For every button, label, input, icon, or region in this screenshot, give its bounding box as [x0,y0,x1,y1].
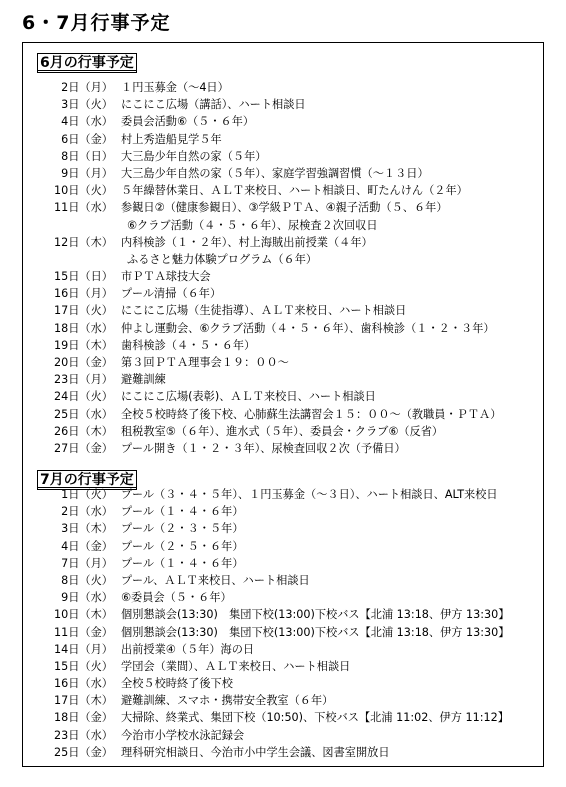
event-text: 学団会（業間）、ＡＬＴ来校日、ハート相談日 [121,659,351,673]
event-text: 租税教室⑤（６年）、進水式（５年）、委員会・クラブ⑥（反省） [121,424,444,438]
event-date: 17日（火） [54,304,113,318]
june-event-row [23,148,543,165]
july-event-row [23,641,543,658]
june-event-row [23,79,543,96]
event-text: 大三島少年自然の家（５年） [121,149,267,163]
june-event-row [23,234,543,251]
event-text: にこにこ広場（生徒指導）、ＡＬＴ来校日、ハート相談日 [121,304,407,318]
event-date: 25日（水） [54,407,113,421]
july-event-row [23,675,543,692]
event-date: 11日（水） [54,201,113,215]
event-date: 25日（金） [54,745,113,759]
june-event-row [23,251,543,268]
event-text: 仲よし運動会、⑥クラブ活動（４・５・６年）、歯科検診（１・２・３年） [121,321,495,335]
event-date: 3日（火） [61,98,113,112]
july-event-row [23,658,543,675]
event-text: 内科検診（１・２年）、村上海賊出前授業（４年） [121,235,373,249]
july-event-row [23,503,543,520]
july-event-row [23,572,543,589]
event-date: 9日（水） [61,591,113,605]
june-event-row [23,440,543,457]
july-event-row [23,709,543,726]
event-date: 20日（金） [54,356,113,369]
june-event-row [23,285,543,302]
event-text: プール開き（１・２・３年）、尿検査回収２次（予備日） [121,441,406,455]
event-text: 避難訓練 [121,373,166,387]
event-text: プール（１・４・６年） [121,556,244,570]
july-event-row [23,538,543,555]
event-date: 8日（日） [61,149,113,163]
event-text: プール（２・５・６年） [121,539,244,553]
event-text: プール、ＡＬＴ来校日、ハート相談日 [121,573,310,587]
june-event-row [23,113,543,130]
june-event-row [23,268,543,285]
event-date: 8日（火） [61,573,113,587]
event-text: 村上秀造船見学５年 [121,132,222,146]
june-event-row [23,96,543,113]
event-date: 18日（金） [54,711,113,725]
event-date: 16日（水） [54,677,113,691]
schedule-box [22,42,544,767]
event-date: 2日（月） [61,81,113,94]
event-text: 歯科検診（４・５・６年） [121,338,256,352]
event-date: 23日（水） [54,728,113,742]
event-date: 2日（水） [61,505,113,519]
july-event-list [23,486,543,761]
july-heading: 7月の行事予定 [37,470,137,490]
event-date: 10日（火） [54,184,113,198]
event-text: 避難訓練、スマホ・携帯安全教室（６年） [121,694,334,708]
event-date: 1日（火） [61,488,113,501]
event-text: 今治市小学校水泳記録会 [121,728,245,742]
event-date: 15日（火） [54,659,113,673]
june-event-row [23,217,543,234]
july-event-row [23,589,543,606]
event-text: 第３回ＰＴＡ理事会１９：００～ [121,356,289,369]
june-event-row [23,131,543,148]
event-date: 4日（水） [61,115,113,129]
june-heading: 6月の行事予定 [37,53,137,73]
event-text: 市ＰＴＡ球技大会 [121,270,211,284]
event-date: 4日（金） [61,539,113,553]
june-event-row [23,371,543,388]
event-date: 26日（木） [54,424,113,438]
event-text: ⑥委員会（５・６年） [121,591,232,605]
event-text: 大掃除、終業式、集団下校（10:50)、下校バス【北浦 11:02、伊方 11:12】 [121,711,509,725]
july-event-row [23,692,543,709]
event-date: 17日（木） [54,694,113,708]
event-text: 委員会活動⑥（５・６年） [121,115,255,129]
event-text: ５年繰替休業日、ＡＬＴ来校日、ハート相談日、町たんけん（２年） [121,184,468,198]
july-event-row [23,744,543,761]
event-date: 14日（月） [54,642,113,656]
event-text: にこにこ広場(表彰)、ＡＬＴ来校日、ハート相談日 [121,390,376,404]
event-text: 個別懇談会(13:30) 集団下校(13:00)下校バス【北浦 13:18、伊方 13:30】 [121,625,510,639]
event-date: 19日（木） [54,338,113,352]
event-date: 27日（金） [54,441,113,455]
event-date: 6日（金） [61,132,113,146]
event-date: 16日（月） [54,287,113,301]
event-text: 大三島少年自然の家（５年）、家庭学習強調習慣（～１３日） [121,166,429,180]
event-text: プール清掃（６年） [121,287,222,301]
june-event-row [23,320,543,337]
event-text: １円玉募金（～4日） [121,81,229,94]
event-text: プール（１・４・６年） [121,505,244,519]
event-text: 個別懇談会(13:30) 集団下校(13:00)下校バス【北浦 13:18、伊方 13:30】 [121,608,510,622]
event-text: にこにこ広場（講話）、ハート相談日 [121,98,306,112]
june-event-row [23,337,543,354]
event-text: ふるさと魅力体験プログラム（６年） [127,252,318,266]
june-event-row [23,388,543,405]
june-event-row [23,423,543,440]
event-date: 15日（日） [54,270,113,284]
event-text: プール（３・４・５年）、１円玉募金（～３日）、ハート相談日、ALT来校日 [121,488,498,501]
event-text: 理科研究相談日、今治市小中学生会議、図書室開放日 [121,745,390,759]
event-text: 出前授業④（５年）海の日 [121,642,255,656]
june-event-row [23,354,543,371]
july-event-row [23,486,543,503]
july-event-row [23,606,543,623]
event-date: 7日（月） [61,556,113,570]
event-text: 全校５校時終了後下校、心肺蘇生法講習会１５：００～（教職員・ＰＴＡ） [121,407,502,421]
june-event-row [23,182,543,199]
july-event-row [23,624,543,641]
june-event-list [23,79,543,457]
event-text: プール（２・３・５年） [121,522,244,536]
event-date: 18日（水） [54,321,113,335]
june-event-row [23,406,543,423]
july-event-row [23,727,543,744]
july-event-row [23,520,543,537]
event-date: 9日（月） [61,166,113,180]
june-event-row [23,165,543,182]
event-date: 10日（木） [54,608,113,622]
july-event-row [23,555,543,572]
event-date: 24日（火） [54,390,113,404]
event-date: 23日（月） [54,373,113,387]
event-text: 参観日②（健康参観日）、③学級ＰＴＡ、④親子活動（５、６年） [121,201,448,215]
june-event-row [23,199,543,216]
june-event-row [23,302,543,319]
event-text: ⑥クラブ活動（４・５・６年）、尿検査２次回収日 [127,218,378,232]
event-date: 12日（木） [54,235,113,249]
page-title: 6・7月行事予定 [22,12,171,34]
event-date: 11日（金） [54,625,113,639]
event-date: 3日（木） [61,522,113,536]
event-text: 全校５校時終了後下校 [121,677,233,691]
